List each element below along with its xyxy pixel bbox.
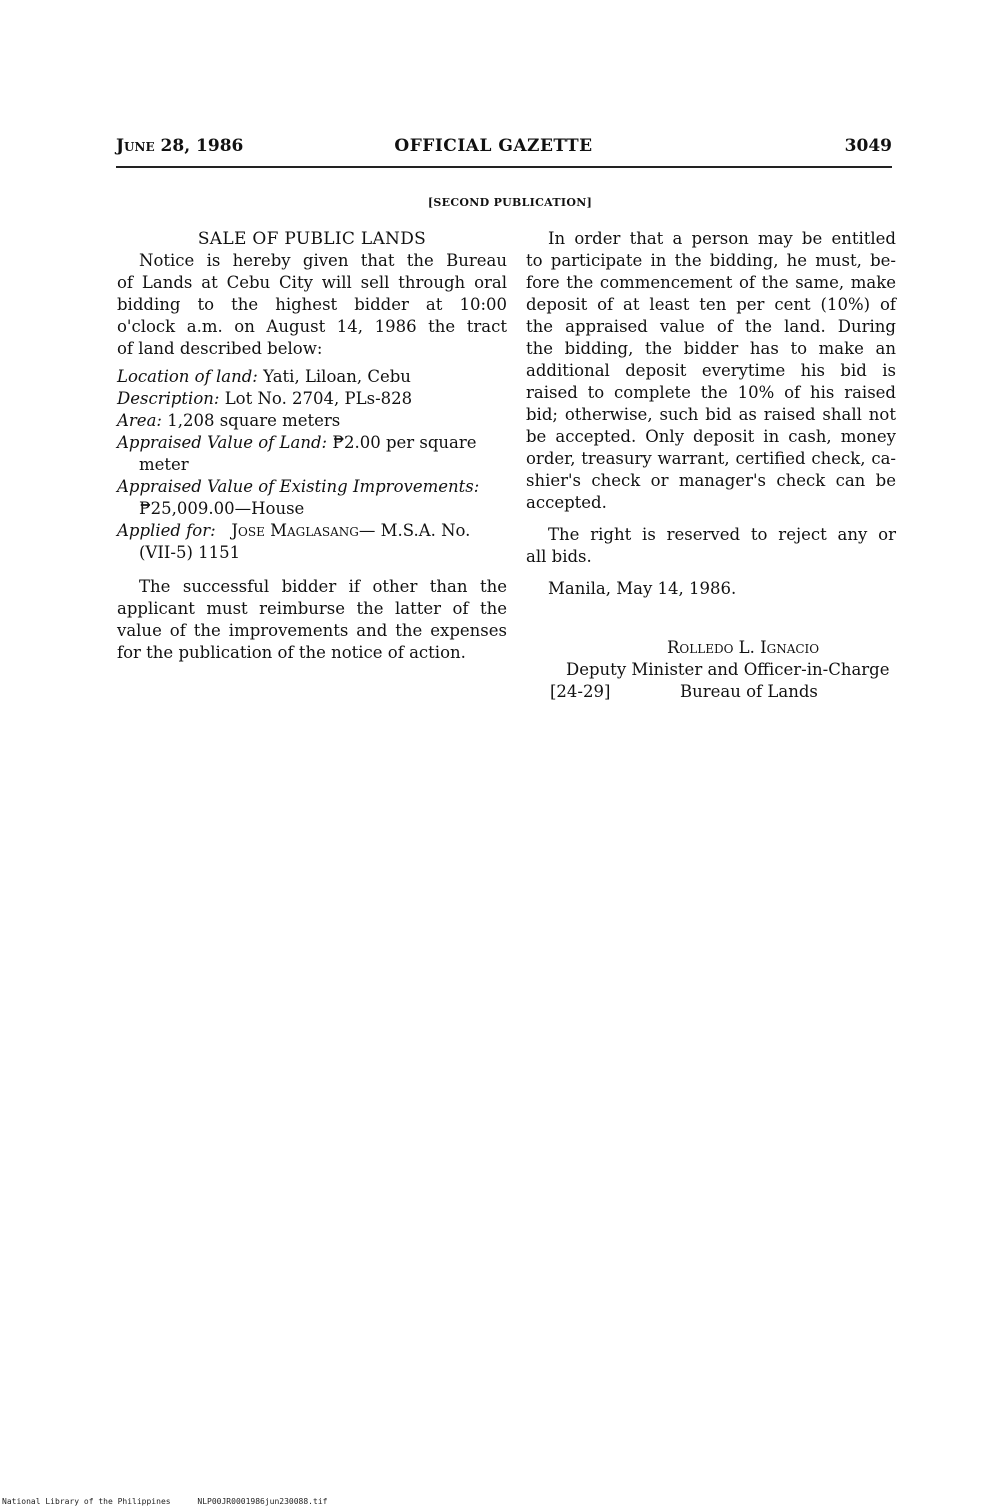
- header-rule: [116, 166, 892, 168]
- text-line: The successful bidder if other than the: [139, 577, 507, 596]
- footer-library: National Library of the Philippines: [2, 1497, 171, 1506]
- place-date: Manila, May 14, 1986.: [548, 579, 737, 598]
- signatory-name: Rolledo L. Ignacio: [667, 638, 820, 657]
- text-line: all bids.: [526, 547, 592, 566]
- item-label: Applied for:: [117, 521, 216, 540]
- item-value: M.S.A. No. (VII-5) 1151: [139, 521, 471, 562]
- text-line: accepted.: [526, 493, 607, 512]
- text-line: In order that a person may be entitled: [548, 229, 896, 248]
- section-heading: SALE OF PUBLIC LANDS: [197, 229, 427, 249]
- text-line: to participate in the bidding, he must, be-: [526, 251, 896, 270]
- reserve-paragraph: [526, 524, 896, 568]
- footer-file: NLP00JR0001986jun230088.tif: [197, 1497, 328, 1506]
- office-name: Bureau of Lands: [680, 682, 818, 701]
- text-line: of Lands at Cebu City will sell through oral: [117, 273, 507, 292]
- text-line: the appraised value of the land. During: [526, 317, 896, 336]
- item-value: Lot No. 2704, PLs-828: [224, 389, 413, 408]
- item-value: 1,208 square meters: [167, 411, 341, 430]
- text-line: be accepted. Only deposit in cash, money: [526, 427, 896, 446]
- closing-paragraph: [117, 576, 507, 664]
- text-line: value of the improvements and the expenses: [117, 621, 507, 640]
- text-line: deposit of at least ten per cent (10%) of: [526, 295, 896, 314]
- text-line: Notice is hereby given that the Bureau: [139, 251, 507, 270]
- scan-footer: [2, 1497, 349, 1506]
- gazette-title: OFFICIAL GAZETTE: [394, 136, 593, 156]
- page-number: 3049: [844, 136, 892, 156]
- item-label: Description:: [117, 389, 220, 408]
- item-appraised-land: [117, 432, 507, 476]
- text-line: shier's check or manager's check can be: [526, 471, 896, 490]
- text-line: The right is reserved to reject any or: [548, 525, 896, 544]
- text-line: the bidding, the bidder has to make an: [526, 339, 896, 358]
- text-line: for the publication of the notice of action.: [117, 643, 466, 662]
- deposit-paragraph: [526, 228, 896, 514]
- item-value: ₱2.00 per square meter: [139, 433, 477, 474]
- item-value: ₱25,009.00—House: [139, 499, 305, 518]
- item-label: Area:: [117, 411, 162, 430]
- item-value: Yati, Liloan, Cebu: [263, 367, 411, 386]
- publication-tag: [SECOND PUBLICATION]: [427, 196, 593, 209]
- item-label: Appraised Value of Land:: [117, 433, 328, 452]
- text-line: order, treasury warrant, certified check, ca-: [526, 449, 896, 468]
- item-label: Location of land:: [117, 367, 258, 386]
- text-line: bid; otherwise, such bid as raised shall not: [526, 405, 896, 424]
- right-column: [526, 228, 896, 600]
- left-column: [117, 228, 507, 664]
- applicant-name: Jose Maglasang—: [231, 521, 376, 540]
- text-line: o'clock a.m. on August 14, 1986 the tract: [117, 317, 507, 336]
- intro-paragraph: [117, 250, 507, 360]
- text-line: applicant must reimburse the latter of the: [117, 599, 507, 618]
- header-date: June 28, 1986: [116, 136, 244, 156]
- item-area: [117, 410, 507, 432]
- text-line: additional deposit everytime his bid is: [526, 361, 896, 380]
- text-line: fore the commencement of the same, make: [526, 273, 896, 292]
- item-applied-for: [117, 520, 507, 564]
- item-label: Appraised Value of Existing Improvements:: [117, 477, 480, 496]
- signatory-title: Deputy Minister and Officer-in-Charge: [566, 660, 890, 679]
- text-line: bidding to the highest bidder at 10:00: [117, 295, 507, 314]
- item-description: [117, 388, 507, 410]
- text-line: of land described below:: [117, 339, 323, 358]
- item-location: [117, 366, 507, 388]
- issue-numbers: [24-29]: [550, 682, 611, 701]
- text-line: raised to complete the 10% of his raised: [526, 383, 896, 402]
- item-appraised-improvements: [117, 476, 507, 520]
